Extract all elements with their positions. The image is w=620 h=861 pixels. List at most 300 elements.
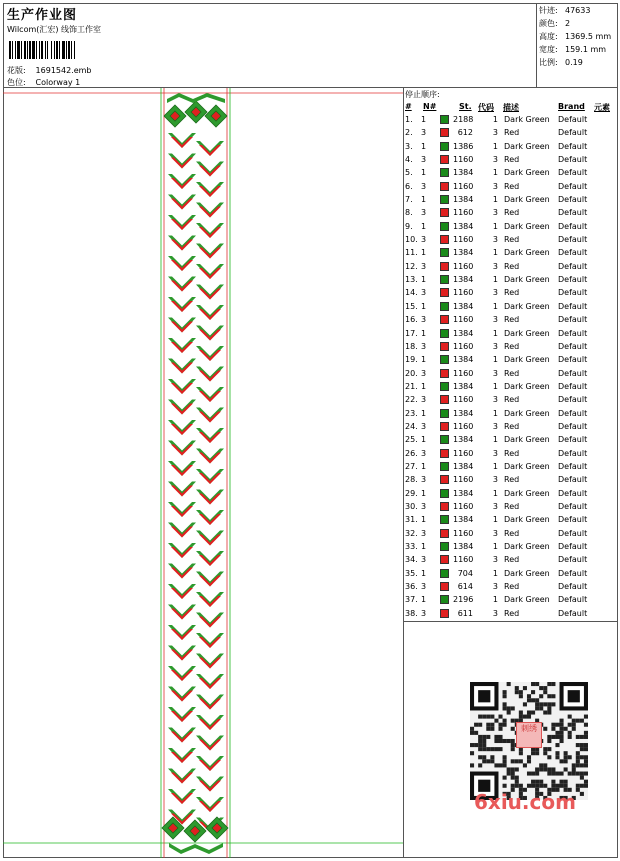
- color-swatch: [440, 302, 449, 311]
- stop-row: [404, 448, 618, 461]
- row-code: 1: [492, 381, 498, 391]
- color-swatch: [440, 182, 449, 191]
- row-stitches: 1160: [453, 341, 474, 351]
- row-stitches: 1384: [453, 435, 474, 445]
- page-title: 生产作业图: [7, 8, 78, 23]
- color-swatch: [440, 355, 449, 364]
- row-number: 24.: [405, 421, 418, 431]
- row-number: 28.: [405, 475, 418, 485]
- row-number: 21.: [405, 381, 418, 391]
- row-brand: Default: [558, 582, 588, 592]
- row-description: Red: [504, 501, 520, 511]
- row-number: 33.: [405, 542, 418, 551]
- stop-row: [404, 594, 618, 607]
- row-description: Dark Green: [504, 355, 550, 365]
- row-brand: Default: [558, 155, 588, 165]
- row-needle: 1: [421, 168, 427, 178]
- color-swatch: [440, 382, 449, 391]
- color-swatch: [440, 195, 449, 204]
- row-code: 3: [492, 208, 498, 218]
- colorway-value: Colorway 1: [35, 78, 81, 87]
- row-number: 6.: [405, 181, 413, 191]
- stat-label: 比例:: [539, 58, 558, 67]
- row-needle: 1: [421, 328, 427, 338]
- row-description: Dark Green: [504, 141, 550, 151]
- row-brand: Default: [558, 115, 588, 124]
- row-needle: 1: [421, 355, 427, 365]
- row-brand: Default: [558, 435, 588, 445]
- barcode: [9, 41, 135, 59]
- row-stitches: 612: [457, 128, 473, 138]
- row-description: Red: [504, 368, 520, 378]
- row-code: 3: [492, 128, 498, 138]
- row-stitches: 1384: [453, 275, 474, 285]
- row-code: 3: [492, 235, 498, 245]
- row-description: Red: [504, 181, 520, 191]
- stop-row: [404, 554, 618, 567]
- row-description: Red: [504, 235, 520, 245]
- row-stitches: 1160: [453, 261, 474, 271]
- row-stitches: 1160: [453, 181, 474, 191]
- col-brand: Brand: [558, 102, 585, 111]
- row-code: 3: [492, 315, 498, 325]
- design-file: 1691542.emb: [35, 66, 92, 75]
- watermark-text: 6xiu.com: [474, 790, 576, 814]
- color-swatch: [440, 409, 449, 418]
- row-number: 29.: [405, 488, 418, 498]
- row-needle: 1: [421, 568, 427, 578]
- colorway-row: [7, 77, 80, 88]
- stop-sequence-rows: [404, 114, 618, 621]
- row-description: Red: [504, 155, 520, 165]
- row-code: 1: [492, 248, 498, 258]
- row-description: Dark Green: [504, 248, 550, 258]
- row-number: 20.: [405, 368, 418, 378]
- color-swatch: [440, 369, 449, 378]
- row-number: 2.: [405, 128, 413, 138]
- stop-row: [404, 528, 618, 541]
- row-code: 1: [492, 355, 498, 365]
- row-code: 3: [492, 501, 498, 511]
- color-swatch: [440, 128, 449, 137]
- row-number: 19.: [405, 355, 418, 365]
- row-number: 8.: [405, 208, 413, 218]
- row-number: 12.: [405, 261, 418, 271]
- row-description: Dark Green: [504, 568, 550, 578]
- color-swatch: [440, 329, 449, 338]
- row-number: 37.: [405, 595, 418, 605]
- row-stitches: 1160: [453, 421, 474, 431]
- row-description: Dark Green: [504, 435, 550, 445]
- row-number: 11.: [405, 248, 418, 258]
- row-description: Dark Green: [504, 408, 550, 418]
- color-swatch: [440, 208, 449, 217]
- row-code: 3: [492, 528, 498, 538]
- row-brand: Default: [558, 448, 588, 458]
- row-description: Dark Green: [504, 461, 550, 471]
- row-needle: 1: [421, 461, 427, 471]
- stop-row: [404, 541, 618, 554]
- row-code: 1: [492, 515, 498, 525]
- row-needle: 3: [421, 208, 427, 218]
- row-number: 23.: [405, 408, 418, 418]
- colorway-label: 色位:: [7, 78, 26, 87]
- row-stitches: 1160: [453, 155, 474, 165]
- row-code: 3: [492, 395, 498, 405]
- row-needle: 3: [421, 555, 427, 565]
- row-description: Red: [504, 421, 520, 431]
- row-needle: 1: [421, 542, 427, 551]
- row-brand: Default: [558, 128, 588, 138]
- row-code: 3: [492, 368, 498, 378]
- row-stitches: 1384: [453, 355, 474, 365]
- qr-panel: [404, 622, 618, 858]
- row-description: Red: [504, 395, 520, 405]
- row-stitches: 1384: [453, 488, 474, 498]
- stop-row: [404, 608, 618, 621]
- row-brand: Default: [558, 248, 588, 258]
- row-brand: Default: [558, 542, 588, 551]
- row-number: 3.: [405, 141, 413, 151]
- row-needle: 1: [421, 301, 427, 311]
- row-needle: 1: [421, 221, 427, 231]
- color-swatch: [440, 582, 449, 591]
- color-swatch: [440, 595, 449, 604]
- row-description: Dark Green: [504, 328, 550, 338]
- row-code: 3: [492, 155, 498, 165]
- row-description: Dark Green: [504, 221, 550, 231]
- row-brand: Default: [558, 555, 588, 565]
- row-number: 22.: [405, 395, 418, 405]
- color-swatch: [440, 235, 449, 244]
- row-description: Red: [504, 582, 520, 592]
- row-code: 1: [492, 301, 498, 311]
- color-swatch: [440, 449, 449, 458]
- row-needle: 3: [421, 501, 427, 511]
- row-brand: Default: [558, 421, 588, 431]
- stat-value: 2: [565, 19, 571, 28]
- row-description: Dark Green: [504, 381, 550, 391]
- stop-row: [404, 261, 618, 274]
- row-code: 1: [492, 141, 498, 151]
- row-needle: 3: [421, 582, 427, 592]
- stop-row: [404, 181, 618, 194]
- color-swatch: [440, 115, 449, 124]
- row-description: Red: [504, 288, 520, 298]
- row-number: 38.: [405, 608, 418, 618]
- stop-row: [404, 234, 618, 247]
- row-number: 18.: [405, 341, 418, 351]
- stop-row: [404, 368, 618, 381]
- stop-row: [404, 167, 618, 180]
- color-swatch: [440, 542, 449, 551]
- stop-row: [404, 421, 618, 434]
- row-needle: 3: [421, 235, 427, 245]
- row-code: 3: [492, 582, 498, 592]
- stop-row: [404, 207, 618, 220]
- stop-row: [404, 434, 618, 447]
- row-code: 1: [492, 195, 498, 205]
- row-number: 31.: [405, 515, 418, 525]
- row-description: Red: [504, 341, 520, 351]
- row-brand: Default: [558, 408, 588, 418]
- row-needle: 3: [421, 288, 427, 298]
- color-swatch: [440, 555, 449, 564]
- color-swatch: [440, 489, 449, 498]
- row-stitches: 614: [457, 582, 473, 592]
- row-stitches: 1160: [453, 288, 474, 298]
- row-stitches: 1384: [453, 461, 474, 471]
- stop-row: [404, 488, 618, 501]
- stat-colors: [539, 18, 570, 29]
- row-code: 3: [492, 261, 498, 271]
- row-stitches: 1384: [453, 168, 474, 178]
- row-stitches: 1384: [453, 195, 474, 205]
- row-stitches: 704: [457, 568, 473, 578]
- row-brand: Default: [558, 301, 588, 311]
- row-needle: 1: [421, 515, 427, 525]
- stop-row: [404, 247, 618, 260]
- row-brand: Default: [558, 595, 588, 605]
- color-swatch: [440, 569, 449, 578]
- row-code: 3: [492, 608, 498, 618]
- row-description: Red: [504, 475, 520, 485]
- row-number: 14.: [405, 288, 418, 298]
- row-number: 5.: [405, 168, 413, 178]
- row-brand: Default: [558, 168, 588, 178]
- row-brand: Default: [558, 568, 588, 578]
- design-preview: [3, 88, 404, 858]
- row-stitches: 1160: [453, 315, 474, 325]
- row-stitches: 1160: [453, 235, 474, 245]
- color-swatch: [440, 462, 449, 471]
- row-description: Dark Green: [504, 515, 550, 525]
- design-stats: [536, 3, 618, 88]
- row-needle: 1: [421, 488, 427, 498]
- stat-value: 1369.5 mm: [565, 32, 612, 41]
- studio-name: Wilcom(汇宏) 线饰工作室: [7, 25, 102, 34]
- row-number: 15.: [405, 301, 418, 311]
- row-needle: 1: [421, 275, 427, 285]
- row-brand: Default: [558, 368, 588, 378]
- row-stitches: 1160: [453, 475, 474, 485]
- stop-row: [404, 501, 618, 514]
- row-needle: 3: [421, 448, 427, 458]
- row-needle: 3: [421, 341, 427, 351]
- row-needle: 1: [421, 595, 427, 605]
- row-description: Red: [504, 128, 520, 138]
- row-brand: Default: [558, 288, 588, 298]
- row-code: 3: [492, 341, 498, 351]
- row-stitches: 1160: [453, 208, 474, 218]
- color-swatch: [440, 515, 449, 524]
- row-stitches: 1386: [453, 141, 474, 151]
- row-needle: 1: [421, 408, 427, 418]
- col-number: #: [405, 102, 412, 111]
- row-number: 1.: [405, 115, 413, 124]
- row-brand: Default: [558, 475, 588, 485]
- row-number: 27.: [405, 461, 418, 471]
- table-header: [404, 102, 618, 114]
- row-code: 1: [492, 542, 498, 551]
- stop-row: [404, 154, 618, 167]
- stop-row: [404, 568, 618, 581]
- row-number: 36.: [405, 582, 418, 592]
- row-description: Red: [504, 608, 520, 618]
- row-code: 1: [492, 595, 498, 605]
- row-stitches: 1384: [453, 408, 474, 418]
- row-brand: Default: [558, 235, 588, 245]
- stat-label: 颜色:: [539, 19, 558, 28]
- row-number: 10.: [405, 235, 418, 245]
- row-description: Red: [504, 528, 520, 538]
- color-swatch: [440, 275, 449, 284]
- stop-row: [404, 127, 618, 140]
- row-description: Red: [504, 555, 520, 565]
- stat-label: 高度:: [539, 32, 558, 41]
- row-brand: Default: [558, 181, 588, 191]
- row-number: 26.: [405, 448, 418, 458]
- row-description: Dark Green: [504, 301, 550, 311]
- row-code: 3: [492, 555, 498, 565]
- stop-row: [404, 341, 618, 354]
- col-stitches: St.: [459, 102, 472, 111]
- row-number: 7.: [405, 195, 413, 205]
- stat-label: 宽度:: [539, 45, 558, 54]
- row-brand: Default: [558, 515, 588, 525]
- row-stitches: 1160: [453, 501, 474, 511]
- stat-height: [539, 31, 611, 42]
- row-code: 1: [492, 328, 498, 338]
- col-element: 元素: [594, 103, 610, 112]
- row-brand: Default: [558, 381, 588, 391]
- row-stitches: 1384: [453, 221, 474, 231]
- row-needle: 3: [421, 315, 427, 325]
- row-needle: 3: [421, 155, 427, 165]
- stop-row: [404, 114, 618, 127]
- row-number: 4.: [405, 155, 413, 165]
- row-needle: 3: [421, 608, 427, 618]
- stop-row: [404, 461, 618, 474]
- embroidery-design: [3, 88, 404, 858]
- stat-value: 159.1 mm: [565, 45, 607, 54]
- row-stitches: 1160: [453, 395, 474, 405]
- row-needle: 3: [421, 261, 427, 271]
- color-swatch: [440, 155, 449, 164]
- row-brand: Default: [558, 355, 588, 365]
- stop-row: [404, 274, 618, 287]
- row-needle: 3: [421, 395, 427, 405]
- row-needle: 3: [421, 421, 427, 431]
- row-stitches: 1160: [453, 448, 474, 458]
- row-brand: Default: [558, 395, 588, 405]
- color-swatch: [440, 288, 449, 297]
- row-needle: 1: [421, 248, 427, 258]
- row-code: 1: [492, 461, 498, 471]
- row-brand: Default: [558, 275, 588, 285]
- stop-row: [404, 474, 618, 487]
- qr-center-badge: 刺绣: [516, 722, 542, 748]
- row-number: 9.: [405, 221, 413, 231]
- row-code: 3: [492, 475, 498, 485]
- stop-row: [404, 141, 618, 154]
- row-needle: 3: [421, 368, 427, 378]
- row-stitches: 2196: [453, 595, 474, 605]
- row-number: 30.: [405, 501, 418, 511]
- row-code: 1: [492, 408, 498, 418]
- row-code: 1: [492, 568, 498, 578]
- col-code: 代码: [478, 103, 494, 112]
- row-description: Dark Green: [504, 168, 550, 178]
- row-number: 13.: [405, 275, 418, 285]
- row-needle: 3: [421, 528, 427, 538]
- row-code: 3: [492, 448, 498, 458]
- row-brand: Default: [558, 221, 588, 231]
- row-needle: 3: [421, 475, 427, 485]
- color-swatch: [440, 502, 449, 511]
- row-brand: Default: [558, 501, 588, 511]
- row-needle: 1: [421, 381, 427, 391]
- row-brand: Default: [558, 261, 588, 271]
- row-code: 1: [492, 488, 498, 498]
- color-swatch: [440, 222, 449, 231]
- row-stitches: 1160: [453, 368, 474, 378]
- color-swatch: [440, 422, 449, 431]
- row-code: 3: [492, 421, 498, 431]
- row-code: 1: [492, 115, 498, 124]
- stat-width: [539, 44, 606, 55]
- row-code: 3: [492, 181, 498, 191]
- row-description: Dark Green: [504, 115, 550, 124]
- row-code: 1: [492, 275, 498, 285]
- stat-value: 0.19: [565, 58, 583, 67]
- color-swatch: [440, 262, 449, 271]
- row-needle: 1: [421, 435, 427, 445]
- row-brand: Default: [558, 328, 588, 338]
- header: [3, 3, 536, 88]
- row-brand: Default: [558, 461, 588, 471]
- stop-sequence-title: 停止顺序:: [405, 90, 440, 99]
- row-stitches: 1384: [453, 328, 474, 338]
- stop-row: [404, 221, 618, 234]
- stop-sequence-panel: [404, 88, 618, 622]
- color-swatch: [440, 529, 449, 538]
- stat-stitches: [539, 5, 590, 16]
- row-brand: Default: [558, 141, 588, 151]
- color-swatch: [440, 248, 449, 257]
- stop-row: [404, 314, 618, 327]
- row-description: Red: [504, 315, 520, 325]
- row-stitches: 1384: [453, 248, 474, 258]
- color-swatch: [440, 609, 449, 618]
- row-needle: 1: [421, 195, 427, 205]
- row-stitches: 1384: [453, 301, 474, 311]
- row-number: 34.: [405, 555, 418, 565]
- color-swatch: [440, 435, 449, 444]
- col-description: 描述: [503, 103, 519, 112]
- stop-row: [404, 194, 618, 207]
- row-brand: Default: [558, 208, 588, 218]
- design-label: 花版:: [7, 66, 26, 75]
- row-brand: Default: [558, 488, 588, 498]
- stop-row: [404, 581, 618, 594]
- stat-value: 47633: [565, 6, 591, 15]
- row-number: 25.: [405, 435, 418, 445]
- color-swatch: [440, 168, 449, 177]
- color-swatch: [440, 142, 449, 151]
- stop-row: [404, 301, 618, 314]
- stop-row: [404, 328, 618, 341]
